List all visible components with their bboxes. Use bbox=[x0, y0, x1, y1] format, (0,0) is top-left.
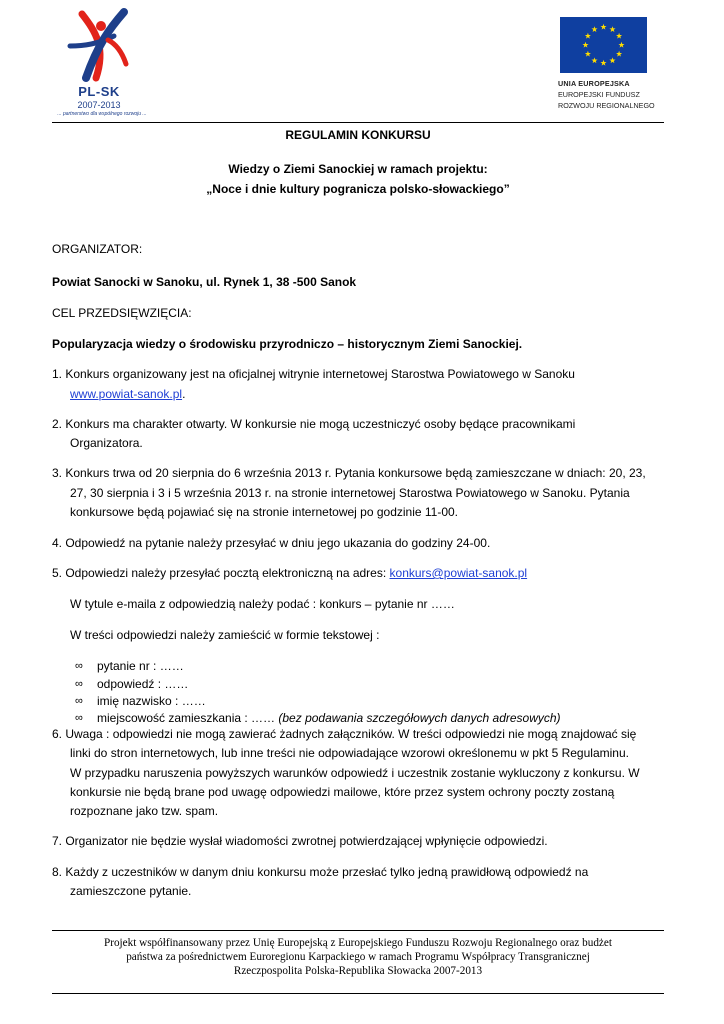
list-item: imię nazwisko : …… bbox=[97, 694, 206, 708]
footer-line-1: Projekt współfinansowany przez Unię Europejską z Europejskiego Funduszu Rozwoju Regionalnego oraz budżet bbox=[104, 937, 612, 949]
eu-star-icon bbox=[585, 51, 591, 57]
list-item bbox=[97, 710, 561, 726]
footer-bottom-rule bbox=[52, 993, 664, 994]
rule-6-text: 6. Uwaga : odpowiedzi nie mogą zawierać żadnych załączników. W treści odpowiedzi nie mogą znajdować się bbox=[52, 727, 637, 741]
document-title: REGULAMIN KONKURSU bbox=[285, 128, 431, 142]
rule-5-subject: W tytule e-maila z odpowiedzią należy podać : konkurs – pytanie nr …… bbox=[70, 597, 455, 611]
infinity-bullet-icon: ∞ bbox=[75, 712, 83, 724]
footer-line-3: Rzeczpospolita Polska-Republika Słowacka 2007-2013 bbox=[233, 965, 483, 977]
rule-8-text: 8. Każdy z uczestników w danym dniu konkursu może przesłać tylko jedną prawidłową odpowiedź na bbox=[52, 865, 589, 879]
plsk-figure-icon bbox=[52, 6, 146, 86]
rule-1-link-line bbox=[70, 386, 185, 402]
footer-line-2: państwa za pośrednictwem Euroregionu Karpackiego w ramach Programu Współpracy Transgranicznej bbox=[126, 951, 590, 963]
eu-logo bbox=[560, 17, 674, 117]
eu-star-icon bbox=[618, 42, 624, 48]
goal-label: CEL PRZEDSIĘWZIĘCIA: bbox=[52, 306, 192, 320]
eu-star-icon bbox=[609, 26, 615, 32]
rule-1-text: 1. Konkurs organizowany jest na oficjalnej witrynie internetowej Starostwa Powiatowego w Sanoku bbox=[52, 367, 575, 381]
infinity-bullet-icon: ∞ bbox=[75, 660, 83, 672]
rule-7-text: 7. Organizator nie będzie wysłał wiadomości zwrotnej potwierdzającej wpłynięcie odpowiedzi. bbox=[52, 834, 548, 848]
eu-logo-line3: ROZWOJU REGIONALNEGO bbox=[558, 101, 655, 110]
infinity-bullet-icon: ∞ bbox=[75, 678, 83, 690]
eu-star-icon bbox=[591, 26, 597, 32]
eu-star-icon bbox=[591, 57, 597, 63]
organizer-value: Powiat Sanocki w Sanoku, ul. Rynek 1, 38 -500 Sanok bbox=[52, 275, 357, 289]
list-item-note: (bez podawania szczegółowych danych adresowych) bbox=[278, 711, 561, 725]
rule-3-text-cont-2: konkursowe będą pojawiać się na stronie internetowej po godzinie 11-00. bbox=[70, 505, 459, 519]
eu-flag-icon bbox=[560, 17, 647, 73]
header-divider bbox=[52, 122, 664, 123]
infinity-bullet-icon: ∞ bbox=[75, 695, 83, 707]
eu-star-icon bbox=[585, 33, 591, 39]
plsk-logo-years: 2007-2013 bbox=[77, 100, 121, 110]
list-item: odpowiedź : …… bbox=[97, 677, 189, 691]
eu-star-icon bbox=[616, 33, 622, 39]
document-subtitle-2: „Noce i dnie kultury pogranicza polsko-słowackiego” bbox=[206, 182, 510, 196]
rule-2-text-cont: Organizatora. bbox=[70, 436, 143, 450]
goal-value: Popularyzacja wiedzy o środowisku przyrodniczo – historycznym Ziemi Sanockiej. bbox=[52, 337, 523, 351]
rule-5-lead: 5. Odpowiedzi należy przesyłać pocztą elektroniczną na adres: bbox=[52, 566, 390, 580]
plsk-logo-name: PL-SK bbox=[78, 84, 120, 99]
rule-3-text: 3. Konkurs trwa od 20 sierpnia do 6 września 2013 r. Pytania konkursowe będą zamieszczane w dniach: 20, 23, bbox=[52, 466, 646, 480]
rule-6-text-cont-4: rozpoznane jako tzw. spam. bbox=[70, 804, 219, 818]
list-item: pytanie nr : …… bbox=[97, 659, 184, 673]
website-link[interactable]: www.powiat-sanok.pl bbox=[70, 387, 183, 401]
rule-1-period: . bbox=[182, 387, 186, 401]
plsk-logo-tagline: ... partnerstwo dla wspólnego rozwoju ... bbox=[57, 111, 147, 117]
rule-5-text bbox=[52, 565, 527, 581]
plsk-logo bbox=[52, 6, 146, 120]
eu-logo-line1: UNIA EUROPEJSKA bbox=[558, 79, 630, 88]
rule-6-text-cont-3: konkursie nie będą brane pod uwagę odpowiedzi mailowe, które przez system ochrony poczty zostaną bbox=[70, 785, 615, 799]
eu-star-icon bbox=[609, 57, 615, 63]
document-subtitle-1: Wiedzy o Ziemi Sanockiej w ramach projektu: bbox=[228, 162, 488, 176]
email-link[interactable]: konkurs@powiat-sanok.pl bbox=[389, 566, 528, 580]
organizer-label: ORGANIZATOR: bbox=[52, 242, 143, 256]
rule-6-text-cont-2: W przypadku naruszenia powyższych warunków odpowiedź i uczestnik zostanie wykluczony z konkursu. W bbox=[70, 766, 640, 780]
eu-star-icon bbox=[582, 42, 588, 48]
eu-logo-line2: EUROPEJSKI FUNDUSZ bbox=[558, 90, 640, 99]
eu-star-icon bbox=[600, 60, 606, 66]
eu-star-icon bbox=[616, 51, 622, 57]
rule-3-text-cont-1: 27, 30 sierpnia i 3 i 5 września 2013 r. na stronie internetowej Starostwa Powiatowego w Sanoku. Pytania bbox=[70, 486, 630, 500]
eu-star-icon bbox=[600, 24, 606, 30]
footer-divider bbox=[52, 930, 664, 931]
rule-2-text: 2. Konkurs ma charakter otwarty. W konkursie nie mogą uczestniczyć osoby będące pracownikami bbox=[52, 417, 576, 431]
rule-8-text-cont: zamieszczone pytanie. bbox=[70, 884, 192, 898]
rule-6-text-cont-1: linki do stron internetowych, lub inne treści nie odpowiadające wzorowi określonemu w pkt 5 Regulaminu. bbox=[70, 746, 629, 760]
rule-5-content: W treści odpowiedzi należy zamieścić w formie tekstowej : bbox=[70, 628, 380, 642]
rule-4-text: 4. Odpowiedź na pytanie należy przesyłać w dniu jego ukazania do godziny 24-00. bbox=[52, 536, 491, 550]
list-item-text: miejscowość zamieszkania : …… bbox=[97, 711, 279, 725]
